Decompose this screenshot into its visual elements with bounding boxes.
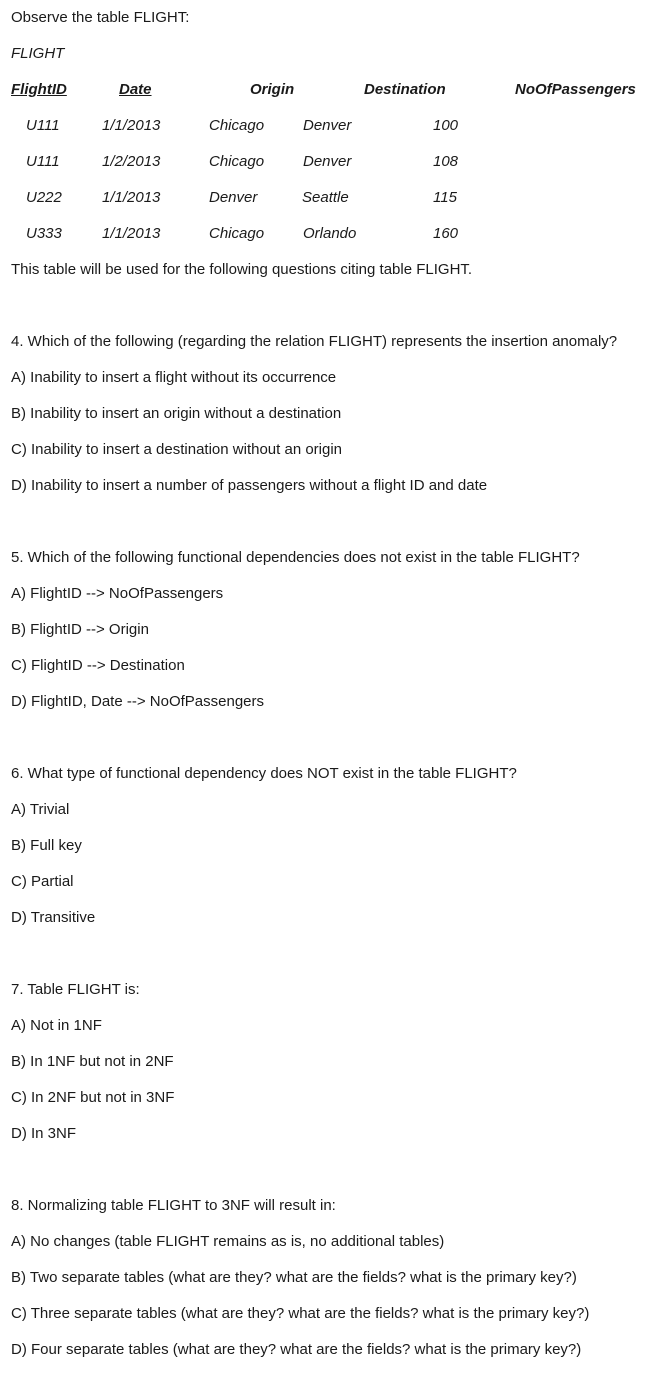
cell-flightid: U333 <box>26 225 62 242</box>
option-c: C) FlightID --> Destination <box>11 657 185 674</box>
option-c: C) Inability to insert a destination without an origin <box>11 441 343 458</box>
cell-date: 1/1/2013 <box>102 117 161 134</box>
table-note: This table will be used for the following questions citing table FLIGHT. <box>11 261 473 278</box>
option-c: C) Three separate tables (what are they? what are the fields? what is the primary key?) <box>11 1305 590 1322</box>
option-d: D) Transitive <box>11 909 96 926</box>
option-d: D) Inability to insert a number of passengers without a flight ID and date <box>11 477 488 494</box>
cell-destination: Orlando <box>303 225 357 242</box>
cell-origin: Denver <box>209 189 258 206</box>
cell-destination: Seattle <box>302 189 349 206</box>
option-a: A) FlightID --> NoOfPassengers <box>11 585 224 602</box>
option-a: A) No changes (table FLIGHT remains as is, no additional tables) <box>11 1233 445 1250</box>
header-destination: Destination <box>364 81 446 98</box>
cell-origin: Chicago <box>209 153 265 170</box>
header-noofpassengers: NoOfPassengers <box>515 81 636 98</box>
option-b: B) Full key <box>11 837 82 854</box>
table-name-label: FLIGHT <box>11 45 65 62</box>
header-date: Date <box>119 81 152 98</box>
cell-destination: Denver <box>303 117 352 134</box>
question-text: 7. Table FLIGHT is: <box>11 981 140 998</box>
cell-date: 1/1/2013 <box>102 189 161 206</box>
cell-flightid: U222 <box>26 189 62 206</box>
cell-passengers: 100 <box>433 117 459 134</box>
question-text: 4. Which of the following (regarding the relation FLIGHT) represents the insertion anomaly? <box>11 333 618 350</box>
option-b: B) In 1NF but not in 2NF <box>11 1053 174 1070</box>
cell-origin: Chicago <box>209 225 265 242</box>
cell-passengers: 108 <box>433 153 459 170</box>
cell-flightid: U111 <box>26 153 60 170</box>
option-b: B) Inability to insert an origin without a destination <box>11 405 342 422</box>
question-text: 8. Normalizing table FLIGHT to 3NF will result in: <box>11 1197 336 1214</box>
header-origin: Origin <box>250 81 295 98</box>
option-a: A) Not in 1NF <box>11 1017 102 1034</box>
option-a: A) Inability to insert a flight without its occurrence <box>11 369 337 386</box>
option-d: D) In 3NF <box>11 1125 77 1142</box>
cell-date: 1/1/2013 <box>102 225 161 242</box>
option-d: D) FlightID, Date --> NoOfPassengers <box>11 693 265 710</box>
option-d: D) Four separate tables (what are they? what are the fields? what is the primary key?) <box>11 1341 582 1358</box>
option-a: A) Trivial <box>11 801 70 818</box>
question-text: 5. Which of the following functional dependencies does not exist in the table FLIGHT? <box>11 549 580 566</box>
cell-date: 1/2/2013 <box>102 153 161 170</box>
cell-passengers: 160 <box>433 225 459 242</box>
intro-observe: Observe the table FLIGHT: <box>11 9 190 26</box>
option-b: B) FlightID --> Origin <box>11 621 149 638</box>
option-c: C) Partial <box>11 873 74 890</box>
cell-passengers: 115 <box>433 189 457 206</box>
option-b: B) Two separate tables (what are they? what are the fields? what is the primary key?) <box>11 1269 577 1286</box>
header-flightid: FlightID <box>11 81 67 98</box>
cell-flightid: U111 <box>26 117 60 134</box>
cell-origin: Chicago <box>209 117 265 134</box>
question-text: 6. What type of functional dependency does NOT exist in the table FLIGHT? <box>11 765 517 782</box>
cell-destination: Denver <box>303 153 352 170</box>
option-c: C) In 2NF but not in 3NF <box>11 1089 175 1106</box>
